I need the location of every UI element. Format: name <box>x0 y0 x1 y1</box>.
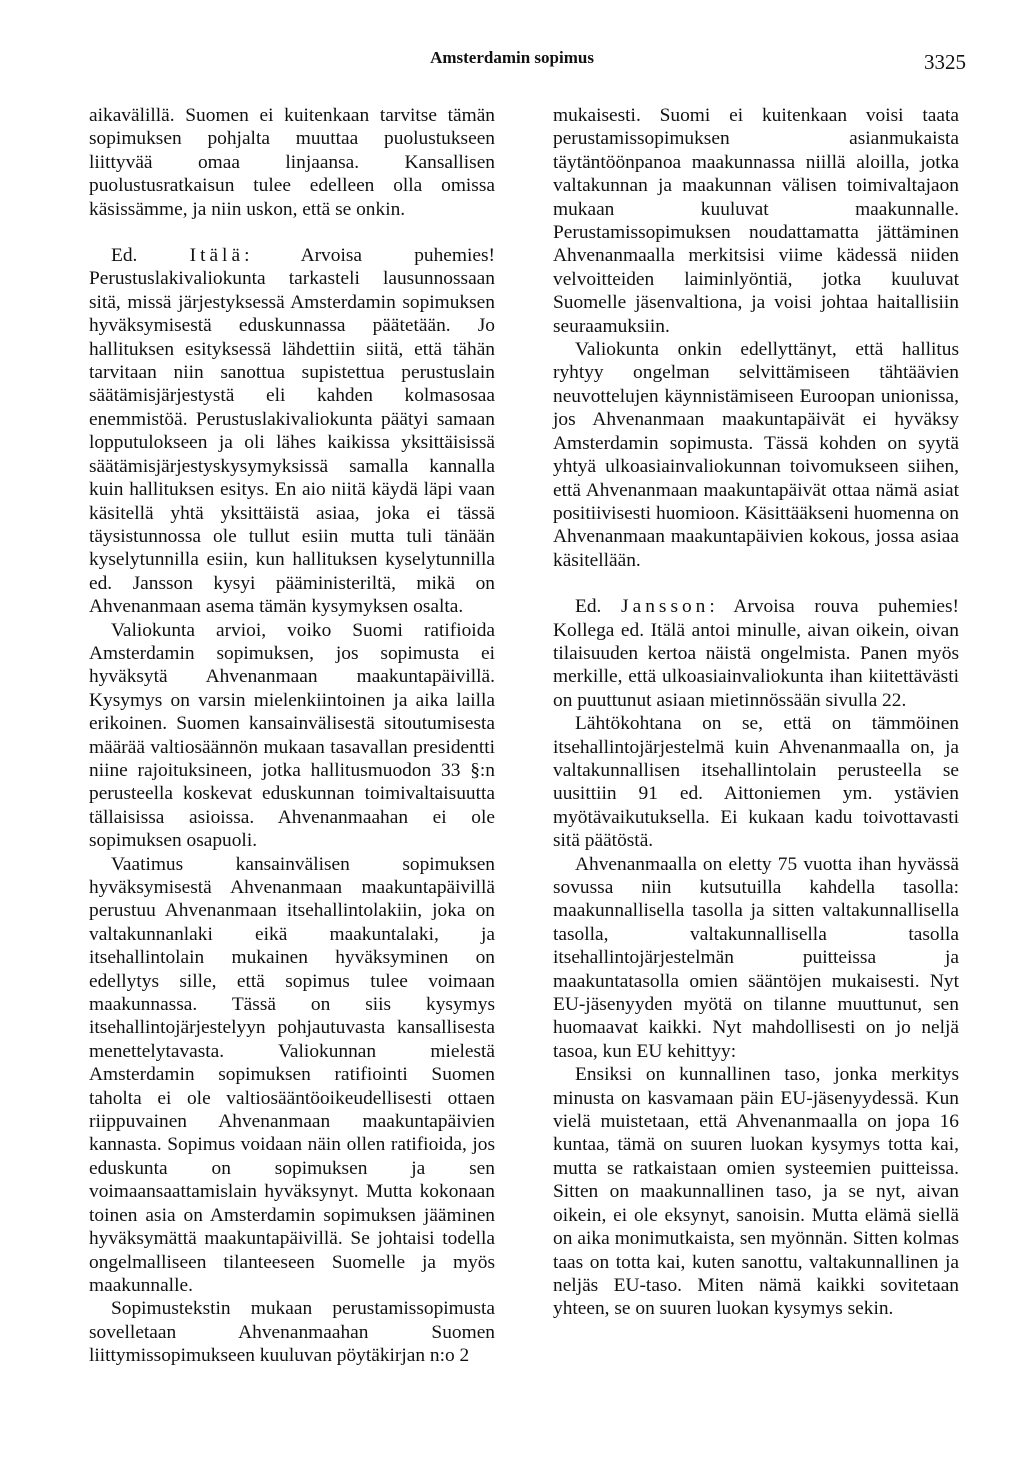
paragraph: Valiokunta arvioi, voiko Suomi ratifioida Amsterdamin sopimuksen, jos sopimusta ei hyväksytä Ahvenanmaan maakuntapäivillä. Kysymys on varsin mielenkiintoinen ja aika lailla erikoinen. Suomen kansainvälisestä sitoutumisesta määrää valtiosäännön mukaan tasavallan presidentti niine rajoituksineen, jotka hallitusmuodon 33 §:n perusteella koskevat eduskunnan toimivaltaisuutta tällaisissa asioissa. Ahvenanmaahan ei ole sopimuksen osapuoli. <box>89 619 495 852</box>
speaker-name-itala: Itälä <box>189 245 245 267</box>
page-number: 3325 <box>924 50 966 74</box>
paragraph: Vaatimus kansainvälisen sopimuksen hyväksymisestä Ahvenanmaan maakuntapäivillä perustuu Ahvenanmaan itsehallintolakiin, joka on valtakunnanlaki eikä maakuntalaki, ja itsehallintolain mukainen hyväksyminen on edellytys sille, että sopimus tulee voimaan maakunnassa. Tässä on siis kysymys itsehallintojärjestelyyn pohjautuvasta kansallisesta menettelytavasta. Valiokunnan mielestä Amsterdamin sopimuksen ratifiointi Suomen taholta ei ole valtiosääntöoikeudellisesti ottaen riippuvainen Ahvenanmaan maakuntapäivien kannasta. Sopimus voidaan näin ollen ratifioida, jos eduskunta on sopimuksen ja sen voimaansaattamislain hyväksynyt. Mutta kokonaan toinen asia on Amsterdamin sopimuksen jääminen hyväksymättä maakuntapäivillä. Se johtaisi todella ongelmalliseen tilanteeseen Suomelle ja myös maakunnalle. <box>89 853 495 1296</box>
speech-text: : Arvoisa rouva puhemies! Kollega ed. Itälä antoi minulle, aivan oikein, oivan tilaisuuden kertoa näistä ongelmista. Panen myös merkille, että ulkoasiainvaliokunta ihan kiitettävästi on puuttunut asiaan mietinnössään sivulla 22. <box>553 596 959 711</box>
speech-text: : Arvoisa puhemies! Perustuslakivaliokunta tarkasteli lausunnossaan sitä, missä järjestyksessä Amsterdamin sopimuksen hyväksymisestä eduskunnassa päätetään. Jo hallituksen esityksessä lähdettiin siitä, että tähän tarvitaan niin sanottua supistettua perustuslain säätämisjärjestystä eli kahden kolmasosaa enemmistöä. Perustuslakivaliokunta päätyi samaan lopputulokseen ja oli lähes kaikissa yksittäisissä säätämisjärjestyskysymyksissä samalla kannalla kuin hallituksen esitys. En aio niitä käydä läpi vaan käsitellä yhtä yksittäistä asiaa, joka ei tässä täysistunnossa ole tullut esiin mutta tuli tänään kyselytunnilla esiin, kun hallituksen kyselytunnilla ed. Jansson kysyi pääministeriltä, mikä on Ahvenanmaan asema tämän kysymyksen osalta. <box>89 245 495 618</box>
running-header-title: Amsterdamin sopimus <box>430 48 594 67</box>
paragraph: mukaisesti. Suomi ei kuitenkaan voisi taata perustamissopimuksen asianmukaista täytäntöönpanoa maakunnassa niillä aloilla, jotka valtakunnan ja maakunnan välisen toimivaltajaon mukaan kuuluvat maakunnalle. Perustamissopimuksen noudattamatta jättäminen Ahvenanmaalla merkitsisi viime kädessä niiden velvoitteiden laiminlyöntiä, jotka kuuluvat Suomelle jäsenvaltiona, ja voisi johtaa haitallisiin seuraamuksiin. <box>553 105 959 337</box>
right-column <box>553 104 959 1321</box>
paragraph: Ahvenanmaalla on eletty 75 vuotta ihan hyvässä sovussa niin kutsutuilla kahdella tasolla: maakunnallisella tasolla ja sitten valtakunnallisella tasolla, valtakunnallisella tasolla itsehallintojärjestelmän puitteissa ja maakuntatasolla omien sääntöjen mukaisesti. Nyt EU-jäsenyyden myötä on tilanne muuttunut, sen huomaavat kaikki. Nyt mahdollisesti on jo neljä tasoa, kun EU kehittyy: <box>553 853 959 1062</box>
speaker-name-jansson: Jansson <box>621 596 710 618</box>
paragraph: Sopimustekstin mukaan perustamissopimusta sovelletaan Ahvenanmaahan Suomen liittymissopimukseen kuuluvan pöytäkirjan n:o 2 <box>89 1298 495 1367</box>
paragraph: aikavälillä. Suomen ei kuitenkaan tarvitse tämän sopimuksen pohjalta muuttaa puolustukseen liittyvää omaa linjaansa. Kansallisen puolustusratkaisun tulee edelleen olla omissa käsissämme, ja niin uskon, että se onkin. <box>89 105 495 220</box>
paragraph: Valiokunta onkin edellyttänyt, että hallitus ryhtyy ongelman selvittämiseen tähtäävien neuvottelujen käynnistämiseen Euroopan unionissa, jos Ahvenanmaan maakuntapäivät ei hyväksy Amsterdamin sopimusta. Tässä kohden on syytä yhtyä ulkoasiainvaliokunnan toivomukseen siihen, että Ahvenanmaan maakuntapäivät ottaa nämä asiat positiivisesti huomioon. Käsittääkseni huomenna on Ahvenanmaan maakuntapäivien kokous, jossa asiaa käsitellään. <box>553 339 959 571</box>
speech-paragraph-jansson <box>553 595 959 712</box>
speech-paragraph-itala <box>89 244 495 619</box>
left-column <box>89 104 495 1368</box>
speaker-prefix: Ed. <box>575 596 622 618</box>
paragraph: Lähtökohtana on se, että on tämmöinen itsehallintojärjestelmä kuin Ahvenanmaalla on, ja valtakunnallisen itsehallintolain perusteella se uusittiin 91 ed. Aittoniemen ym. ystävien myötävaikutuksella. Ei kukaan kadu toivottavasti sitä päätöstä. <box>553 713 959 852</box>
paragraph: Ensiksi on kunnallinen taso, jonka merkitys minusta on kasvamaan päin EU-jäsenyydessä. Kun vielä muistetaan, että Ahvenanmaalla on jopa 16 kuntaa, tämä on suuren luokan kysymys totta kai, mutta se ratkaistaan omien systeemien puitteissa. Sitten on maakunnallinen taso, ja se nyt, aivan oikein, ei ole eksynyt, sanoisin. Mutta elämä siellä on aika monimutkaista, sen myönnän. Sitten kolmas taas on totta kai, kuten sanottu, valtakunnallinen ja neljäs EU-taso. Miten nämä kaikki sovitetaan yhteen, se on suuren luokan kysymys sekin. <box>553 1064 959 1320</box>
speaker-prefix: Ed. <box>111 245 190 267</box>
